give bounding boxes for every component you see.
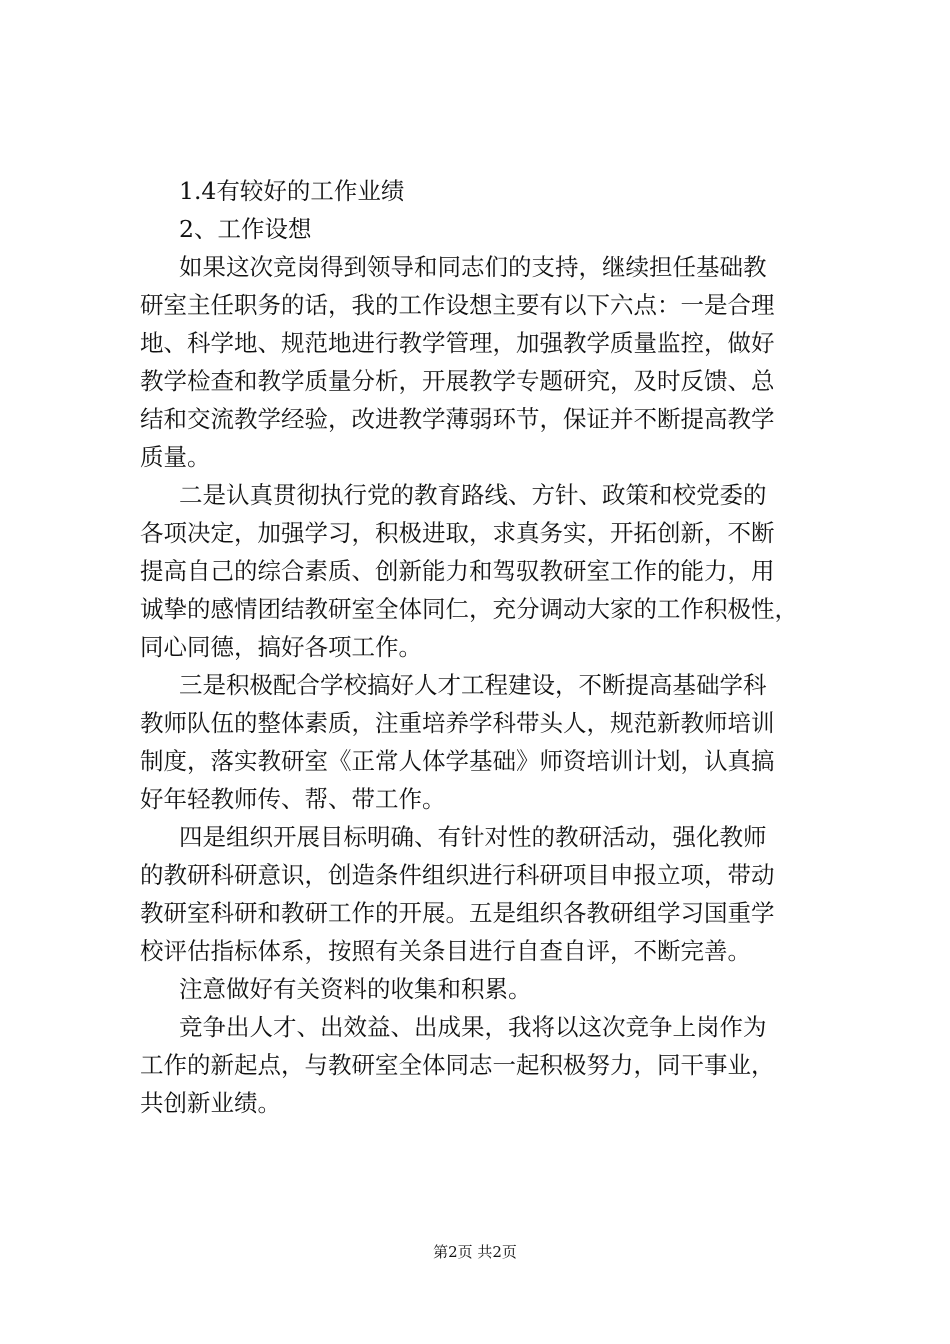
paragraph-line: 教研室科研和教研工作的开展。五是组织各教研组学习国重学 (140, 899, 775, 927)
paragraph-line: 注意做好有关资料的收集和积累。 (179, 975, 532, 1003)
paragraph-line: 三是积极配合学校搞好人才工程建设，不断提高基础学科 (179, 671, 767, 699)
paragraph-line: 各项决定，加强学习，积极进取，求真务实，开拓创新，不断 (140, 519, 775, 547)
section-heading-work-plan: 2、工作设想 (179, 215, 312, 243)
paragraph-line: 质量。 (140, 443, 211, 471)
document-body (140, 172, 830, 1122)
paragraph-line: 校评估指标体系，按照有关条目进行自查自评，不断完善。 (140, 937, 751, 965)
section-item-1-4: 1.4有较好的工作业绩 (179, 177, 405, 205)
page-number-footer: 第2页 共2页 (433, 1243, 517, 1261)
paragraph-line: 地、科学地、规范地进行教学管理，加强教学质量监控，做好 (140, 329, 775, 357)
paragraph-line: 好年轻教师传、帮、带工作。 (140, 785, 446, 813)
paragraph-line: 四是组织开展目标明确、有针对性的教研活动，强化教师 (179, 823, 767, 851)
paragraph-line: 结和交流教学经验，改进教学薄弱环节，保证并不断提高教学 (140, 405, 775, 433)
paragraph-line: 共创新业绩。 (140, 1089, 281, 1117)
paragraph-line: 竞争出人才、出效益、出成果，我将以这次竞争上岗作为 (179, 1013, 767, 1041)
paragraph-line: 制度，落实教研室《正常人体学基础》师资培训计划，认真搞 (140, 747, 775, 775)
paragraph-line: 提高自己的综合素质、创新能力和驾驭教研室工作的能力，用 (140, 557, 775, 585)
paragraph-line: 教师队伍的整体素质，注重培养学科带头人，规范新教师培训 (140, 709, 775, 737)
paragraph-line: 同心同德，搞好各项工作。 (140, 633, 422, 661)
paragraph-line: 的教研科研意识，创造条件组织进行科研项目申报立项，带动 (140, 861, 775, 889)
paragraph-line: 二是认真贯彻执行党的教育路线、方针、政策和校党委的 (179, 481, 767, 509)
paragraph-line: 研室主任职务的话，我的工作设想主要有以下六点：一是合理 (140, 291, 775, 319)
paragraph-line: 教学检查和教学质量分析，开展教学专题研究，及时反馈、总 (140, 367, 775, 395)
paragraph-line: 工作的新起点，与教研室全体同志一起积极努力，同干事业， (140, 1051, 775, 1079)
paragraph-line: 诚挚的感情团结教研室全体同仁，充分调动大家的工作积极性， (140, 595, 798, 623)
paragraph-line: 如果这次竞岗得到领导和同志们的支持，继续担任基础教 (179, 253, 767, 281)
